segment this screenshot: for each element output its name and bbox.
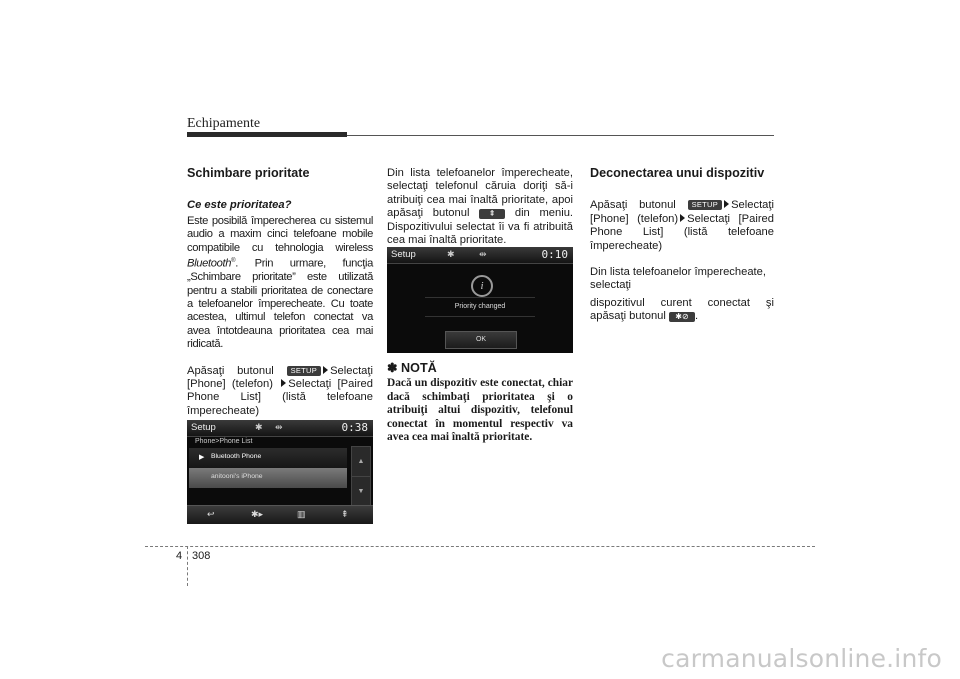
- screen-phone-list: [187, 420, 373, 524]
- usb-icon: ⇹: [275, 422, 283, 432]
- footer-rule: [145, 546, 815, 547]
- subheading-what-is-priority: Ce este prioritatea?: [187, 199, 292, 212]
- list-item-label: Bluetooth Phone: [211, 453, 262, 460]
- note-body: Dacă un dispozitiv este conectat, chiar dacă schimbaţi prioritatea şi o atribuiţi altui dispozitiv, telefonul conectat în momentul respectiv va avea cea mai înaltă prioritate.: [387, 377, 573, 444]
- column-2: [387, 167, 573, 247]
- watermark: carmanualsonline.info: [661, 644, 942, 673]
- column-3: [590, 167, 774, 324]
- heading-disconnect-device: Deconectarea unui dispozitiv: [590, 166, 765, 180]
- column-1: [187, 167, 373, 418]
- paragraph-select-device: Din lista telefoanelor împerecheate, selectaţi: [590, 266, 766, 292]
- setup-key-icon: SETUP: [688, 200, 723, 210]
- paragraph-priority: Este posibilă împerecherea cu sistemul audio a maxim cinci telefoane mobile compatibile cu tehnologia wireless Bluetooth®. Prin urmare, funcţia „Schimbare prioritate” este utilizată pentru a stabili prioritatea de conectare a telefoanelor împerecheate. Cu toate acestea, ultimul telefon conectat va avea întotdeauna prioritatea cea mai ridicată.: [187, 214, 373, 351]
- screen-clock: 0:10: [541, 248, 568, 261]
- back-icon[interactable]: ↩: [207, 509, 215, 519]
- paragraph-steps: Apăsaţi butonul SETUP Selectaţi [Phone] (telefon) Selectaţi [Paired Phone List] (listă telefoane împerecheate): [590, 199, 774, 252]
- header-rule: [347, 135, 774, 136]
- page-number: 308: [192, 550, 211, 562]
- list-item-label: anitooni's iPhone: [211, 473, 263, 480]
- list-item-selected[interactable]: [189, 468, 347, 488]
- scroll-down-icon[interactable]: ▼: [351, 476, 371, 508]
- triangle-right-icon: [323, 366, 328, 374]
- footer-divider: [187, 546, 188, 586]
- screen-clock: 0:38: [341, 421, 368, 434]
- priority-up-icon: ⇞: [479, 209, 505, 219]
- bluetooth-disconnect-icon: ✱⊘: [669, 312, 695, 322]
- section-title: Echipamente: [187, 116, 261, 131]
- ok-button[interactable]: OK: [445, 331, 517, 349]
- note-block: [387, 362, 573, 444]
- triangle-right-icon: [281, 379, 286, 387]
- paragraph-steps: Apăsaţi butonul SETUP Selectaţi [Phone] (telefon) Selectaţi [Paired Phone List] (listă telefoane împerecheate): [187, 364, 373, 417]
- screen-status-bar: [187, 420, 373, 437]
- heading-change-priority: Schimbare prioritate: [187, 166, 310, 180]
- bluetooth-connect-icon[interactable]: ✱▸: [251, 509, 264, 519]
- screen-title: Setup: [191, 422, 216, 433]
- paragraph-disconnect: dispozitivul curent conectat şi apăsaţi butonul ✱⊘ .: [590, 296, 774, 323]
- play-icon: ▶: [199, 454, 205, 461]
- note-title: ✽ NOTĂ: [387, 361, 437, 375]
- screen-priority-changed: [387, 247, 573, 353]
- popup-message: Priority changed: [454, 303, 506, 310]
- screen-title: Setup: [391, 249, 416, 260]
- screen-status-bar: [387, 247, 573, 264]
- triangle-right-icon: [680, 214, 685, 222]
- priority-up-icon[interactable]: ⇞: [341, 509, 349, 519]
- triangle-right-icon: [724, 200, 729, 208]
- header-bar: [187, 132, 347, 137]
- info-icon: i: [471, 275, 493, 297]
- screen-soft-keys: [187, 505, 373, 524]
- delete-icon[interactable]: ▥: [297, 509, 306, 519]
- bluetooth-icon: ✱: [447, 249, 455, 259]
- scroll-up-icon[interactable]: ▲: [351, 446, 371, 478]
- bluetooth-word: Bluetooth: [187, 257, 232, 270]
- list-item[interactable]: [189, 448, 347, 469]
- usb-icon: ⇹: [479, 249, 487, 259]
- screen-breadcrumb: Phone>Phone List: [195, 438, 253, 445]
- chapter-number: 4: [176, 550, 183, 562]
- bluetooth-icon: ✱: [255, 422, 263, 432]
- paragraph-select-priority: Din lista telefoanelor împerecheate, selectaţi telefonul căruia doriţi să-i atribuiţi cea mai înaltă prioritate, apoi apăsaţi butonul ⇞ din meniu. Dispozitivului selectat îi va fi atribuită cea mai înaltă prioritate.: [387, 167, 574, 247]
- setup-key-icon: SETUP: [287, 366, 322, 376]
